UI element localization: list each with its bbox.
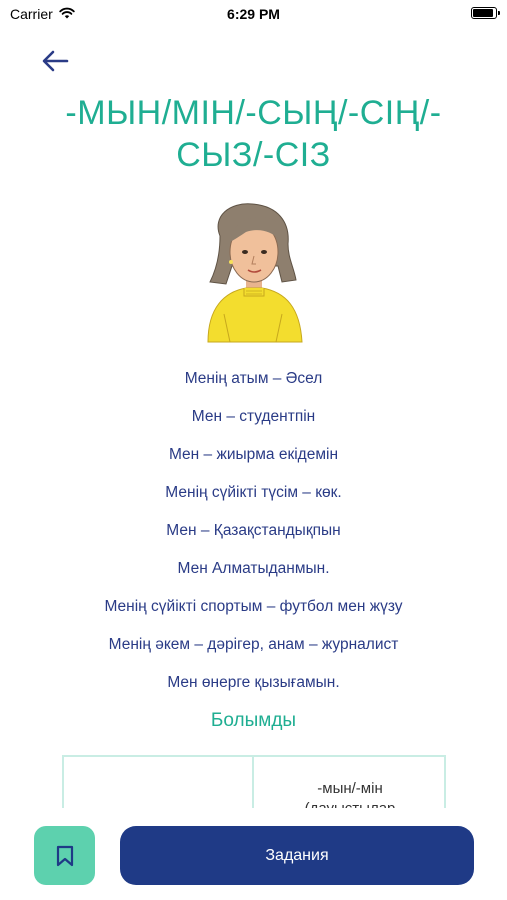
sentence-line: Менің әкем – дәрігер, анам – журналист [108,636,399,653]
sentence-line: Менің сүйікті түсім – көк. [165,484,342,501]
bookmark-button[interactable] [34,826,95,885]
arrow-left-icon [41,49,69,73]
sentence-line: Мен – студентпін [191,408,316,425]
character-illustration [190,196,316,344]
sentence-line: Менің сүйікті спортым – футбол мен жүзу [104,598,403,615]
page-title: -МЫН/МІН/-СЫҢ/-СІҢ/-СЫЗ/-СІЗ [65,94,442,174]
carrier-label: Carrier [10,6,53,22]
sentence-line: Менің атым – Әсел [184,370,323,387]
tasks-button-label: Задания [265,846,329,864]
status-time: 6:29 PM [227,6,280,22]
tasks-button[interactable] [120,826,474,885]
back-button[interactable] [38,44,72,78]
bookmark-icon [56,845,74,867]
sentence-line: Мен – жиырма екідемін [168,446,339,463]
sentence-line: Мен өнерге қызығамын. [167,674,340,691]
sentence-line: Мен Алматыданмын. [177,560,330,577]
sentence-list [0,366,507,708]
table-header-right-main: -мын/-мін [317,780,383,797]
sentence-line: Мен – Қазақстандықпын [166,522,341,539]
section-title: Болымды [210,710,297,731]
status-bar [0,0,507,28]
battery-icon [471,7,497,19]
